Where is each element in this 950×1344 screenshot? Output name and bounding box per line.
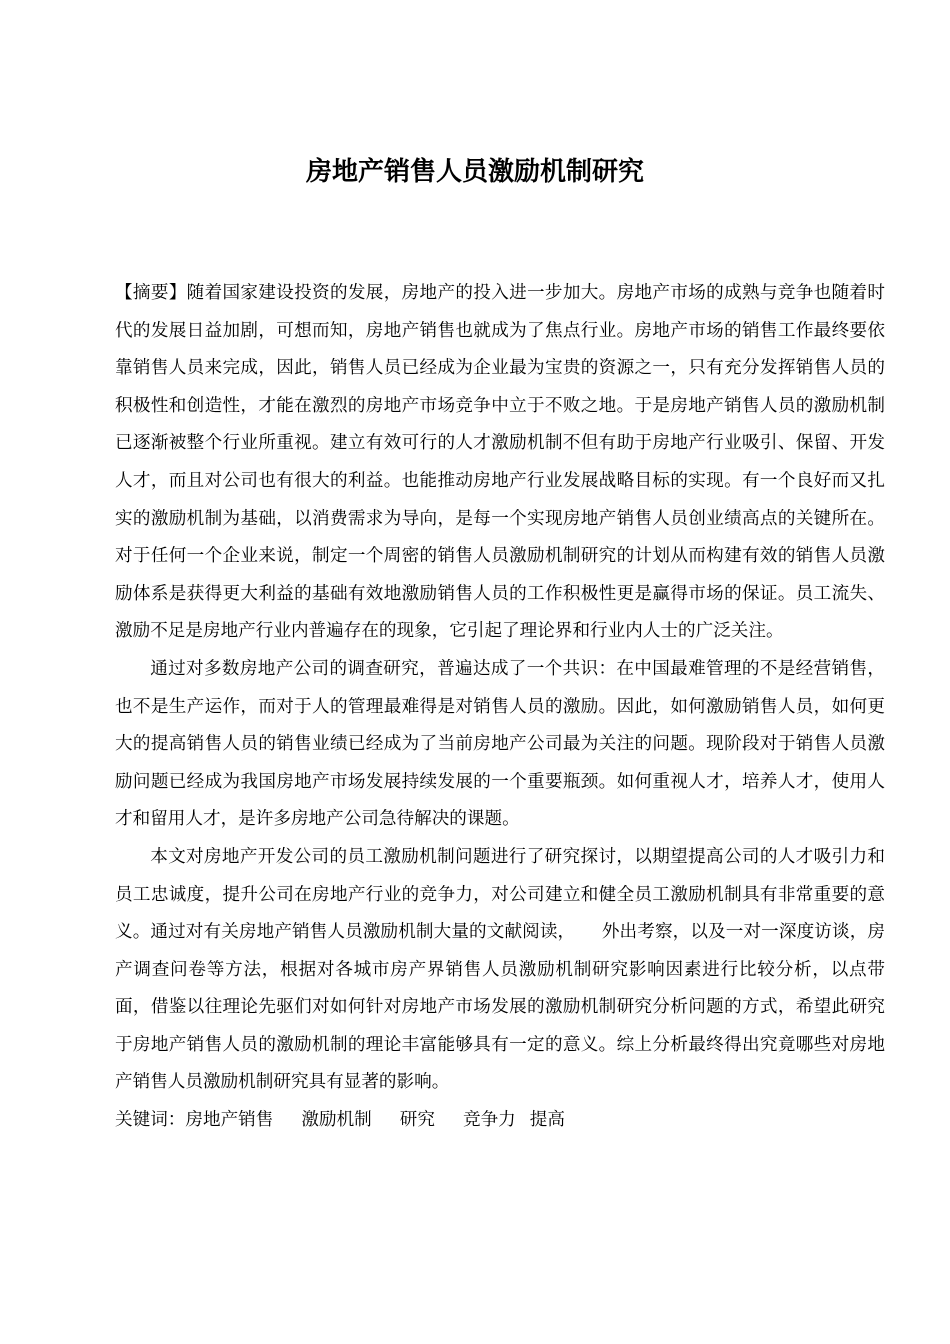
abstract-body — [115, 275, 885, 1140]
keywords-line — [115, 1102, 885, 1140]
keywords-label: 关键词： — [115, 1110, 186, 1131]
keyword-item: 激励机制 — [301, 1110, 372, 1131]
abstract-label: 【摘要】 — [115, 283, 187, 303]
keyword-item: 提高 — [529, 1110, 565, 1131]
keyword-item: 房地产销售 — [185, 1110, 274, 1131]
abstract-paragraph-2: 通过对多数房地产公司的调查研究，普遍达成了一个共识：在中国最难管理的不是经营销售，也不是生产运作，而对于人的管理最难得是对销售人员的激励。因此，如何激励销售人员，如何更大的提高销售人员的销售业绩已经成为了当前房地产公司最为关注的问题。现阶段对于销售人员激励问题已经成为我国房地产市场发展持续发展的一个重要瓶颈。如何重视人才，培养人才，使用人才和留用人才，是许多房地产公司急待解决的课题。 — [115, 658, 885, 830]
abstract-paragraph-1 — [115, 275, 885, 651]
keyword-item: 竞争力 — [462, 1110, 516, 1131]
document-title: 房地产销售人员激励机制研究 — [305, 157, 644, 187]
keyword-item: 研究 — [399, 1110, 435, 1131]
abstract-paragraph-1-text: 随着国家建设投资的发展，房地产的投入进一步加大。房地产市场的成熟与竞争也随着时代的发展日益加剧，可想而知，房地产销售也就成为了焦点行业。房地产市场的销售工作最终要依靠销售人员来完成，因此，销售人员已经成为企业最为宝贵的资源之一，只有充分发挥销售人员的积极性和创造性，才能在激烈的房地产市场竞争中立于不败之地。于是房地产销售人员的激励机制已逐渐被整个行业所重视。建立有效可行的人才激励机制不但有助于房地产行业吸引、保留、开发人才，而且对公司也有很大的利益。也能推动房地产行业发展战略目标的实现。有一个良好而又扎实的激励机制为基础，以消费需求为导向，是每一个实现房地产销售人员创业绩高点的关键所在。对于任何一个企业来说，制定一个周密的销售人员激励机制研究的计划从而构建有效的销售人员激励体系是获得更大利益的基础有效地激励销售人员的工作积极性更是赢得市场的保证。员工流失、激励不足是房地产行业内普遍存在的现象，它引起了理论界和行业内人士的广泛关注。 — [115, 283, 885, 642]
abstract-paragraph-3: 本文对房地产开发公司的员工激励机制问题进行了研究探讨，以期望提高公司的人才吸引力和员工忠诚度，提升公司在房地产行业的竞争力，对公司建立和健全员工激励机制具有非常重要的意义。通过对有关房地产销售人员激励机制大量的文献阅读， 外出考察，以及一对一深度访谈，房产调查问卷等方法，根据对各城市房产界销售人员激励机制研究影响因素进行比较分析，以点带面，借鉴以往理论先驱们对如何针对房地产市场发展的激励机制研究分析问题的方式，希望此研究于房地产销售人员的激励机制的理论丰富能够具有一定的意义。综上分析最终得出究竟哪些对房地产销售人员激励机制研究具有显著的影响。 — [115, 846, 885, 1093]
